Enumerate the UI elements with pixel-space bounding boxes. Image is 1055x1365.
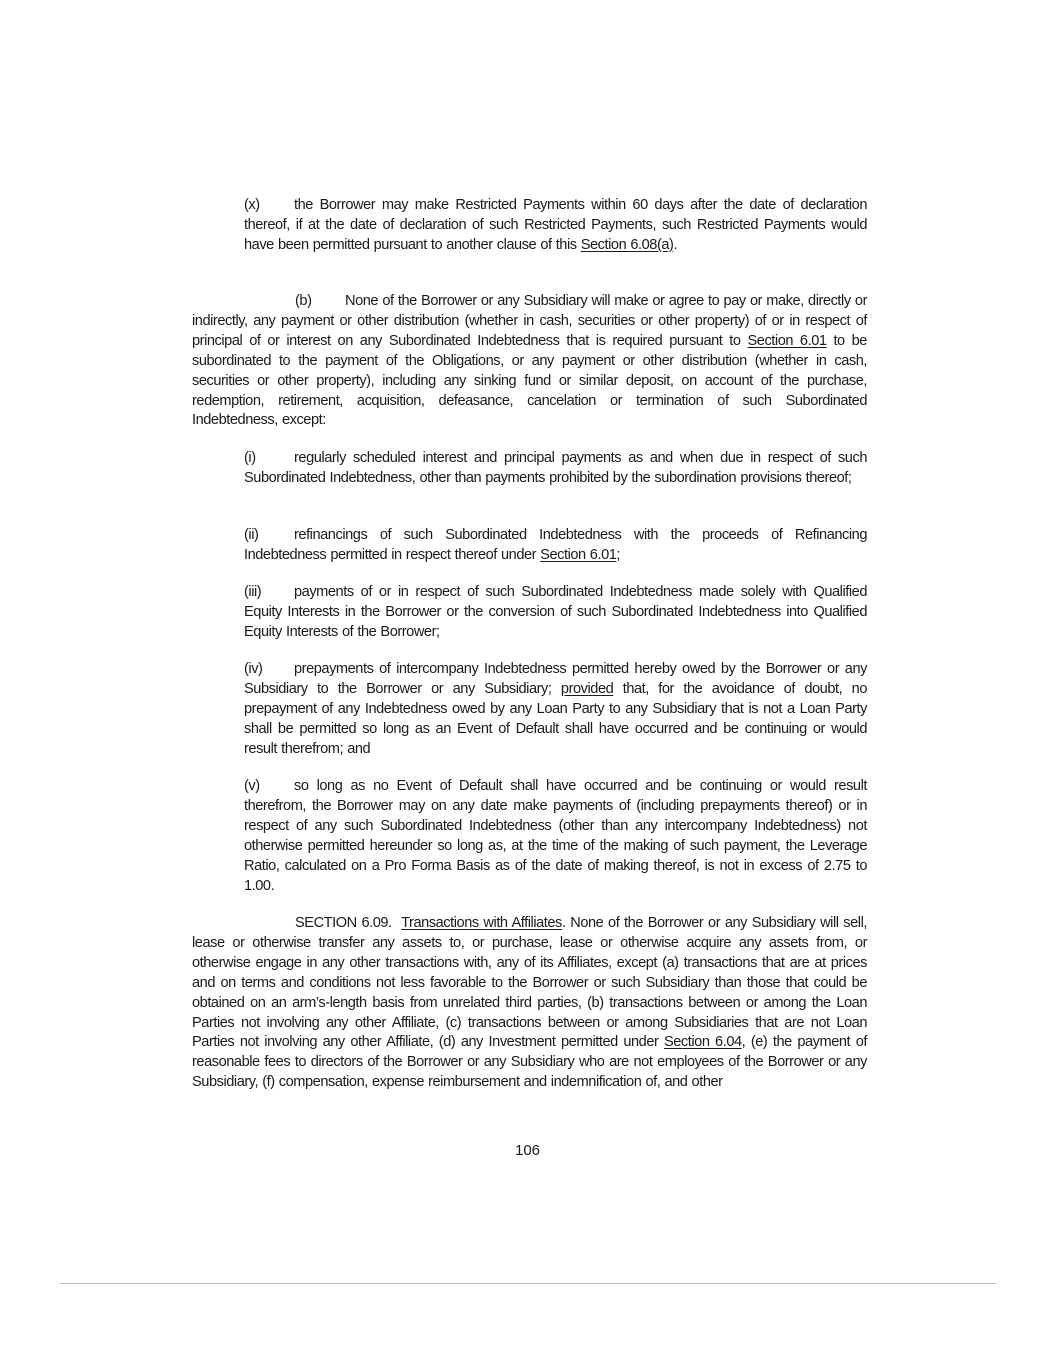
section-title: Transactions with Affiliates	[401, 915, 562, 931]
clause-marker: (iv)	[244, 661, 263, 677]
clause-text: prepayments of intercompany Indebtedness permitted hereby owed by the Borrower or any Subsidiary to the Borrower or any Subsidiary;	[244, 661, 867, 697]
section-reference: Section 6.08(a)	[580, 236, 674, 253]
clause-iii	[244, 583, 867, 643]
clause-text-end: to be subordinated to the payment of the Obligations, or any payment or other distribution (whether in cash, securities or other property), including any sinking fund or similar deposit, on account of the purchase, redemption, retirement, acquisition, defeasance, cancelation or termination of such Subordinated Indebtedness, except:	[192, 332, 867, 429]
section-6-09	[192, 914, 867, 1093]
section-number: SECTION 6.09.	[295, 915, 392, 931]
clause-i	[244, 449, 867, 489]
page-number: 106	[514, 1142, 541, 1159]
clause-iv	[244, 660, 867, 760]
proviso-term: provided	[560, 680, 614, 697]
clause-text: so long as no Event of Default shall have occurred and be continuing or would result therefrom, the Borrower may on any date make payments of (including prepayments thereof) or in respect of any such Subordinated Indebtedness (other than any intercompany Indebtedness) not otherwise permitted hereunder so long as, at the time of the making of such payment, the Leverage Ratio, calculated on a Pro Forma Basis as of the date of making thereof, is not in excess of 2.75 to 1.00.	[244, 778, 867, 894]
clause-text: the Borrower may make Restricted Payments within 60 days after the date of declaration thereof, if at the date of declaration of such Restricted Payments, such Restricted Payments would have been permitted pursuant to another clause of this	[244, 197, 867, 253]
clause-text-end: .	[673, 236, 678, 253]
clause-marker: (v)	[244, 778, 260, 794]
clause-ii	[244, 526, 867, 566]
clause-text: regularly scheduled interest and principal payments as and when due in respect of such Subordinated Indebtedness, other than payments prohibited by the subordination provisions thereof;	[244, 450, 867, 486]
clause-b	[192, 292, 867, 431]
clause-text: payments of or in respect of such Subordinated Indebtedness made solely with Qualified Equity Interests in the Borrower or the conversion of such Subordinated Indebtedness into Qualified Equity Interests of the Borrower;	[244, 584, 867, 640]
clause-text-end: that, for the avoidance of doubt, no prepayment of any Indebtedness owed by any Loan Party to any Subsidiary that is not a Loan Party shall be permitted so long as an Event of Default shall have occurred and be continuing or would result therefrom; and	[244, 680, 867, 757]
clause-v	[244, 777, 867, 896]
section-reference: Section 6.01	[540, 546, 617, 563]
section-text: . None of the Borrower or any Subsidiary will sell, lease or otherwise transfer any assets to, or purchase, lease or otherwise acquire any assets from, or otherwise engage in any other transactions with, any of its Affiliates, except (a) transactions that are at prices and on terms and conditions not less favorable to the Borrower or such Subsidiary than those that could be obtained on an arm’s-length basis from unrelated third parties, (b) transactions between or among the Loan Parties not involving any other Affiliate, (c) transactions between or among Subsidiaries that are not Loan Parties not involving any other Affiliate, (d) any Investment permitted under	[192, 915, 867, 1051]
section-reference: Section 6.04	[663, 1034, 742, 1051]
clause-marker: (i)	[244, 450, 256, 466]
section-reference: Section 6.01	[747, 332, 827, 349]
clause-marker: (b)	[295, 293, 312, 309]
clause-text: None of the Borrower or any Subsidiary will make or agree to pay or make, directly or indirectly, any payment or other distribution (whether in cash, securities or other property) of or in respect of principal of or interest on any Subordinated Indebtedness that is required pursuant to	[192, 293, 867, 349]
section-text-end: , (e) the payment of reasonable fees to directors of the Borrower or any Subsidiary who are not employees of the Borrower or any Subsidiary, (f) compensation, expense reimbursement and indemnification of, and other	[192, 1034, 867, 1091]
clause-marker: (x)	[244, 197, 260, 213]
clause-text: refinancings of such Subordinated Indebtedness with the proceeds of Refinancing Indebtedness permitted in respect thereof under	[244, 527, 867, 563]
clause-x	[244, 196, 867, 256]
clause-text-end: ;	[616, 546, 621, 563]
page-divider	[60, 1283, 996, 1284]
clause-marker: (iii)	[244, 584, 262, 600]
clause-marker: (ii)	[244, 527, 259, 543]
